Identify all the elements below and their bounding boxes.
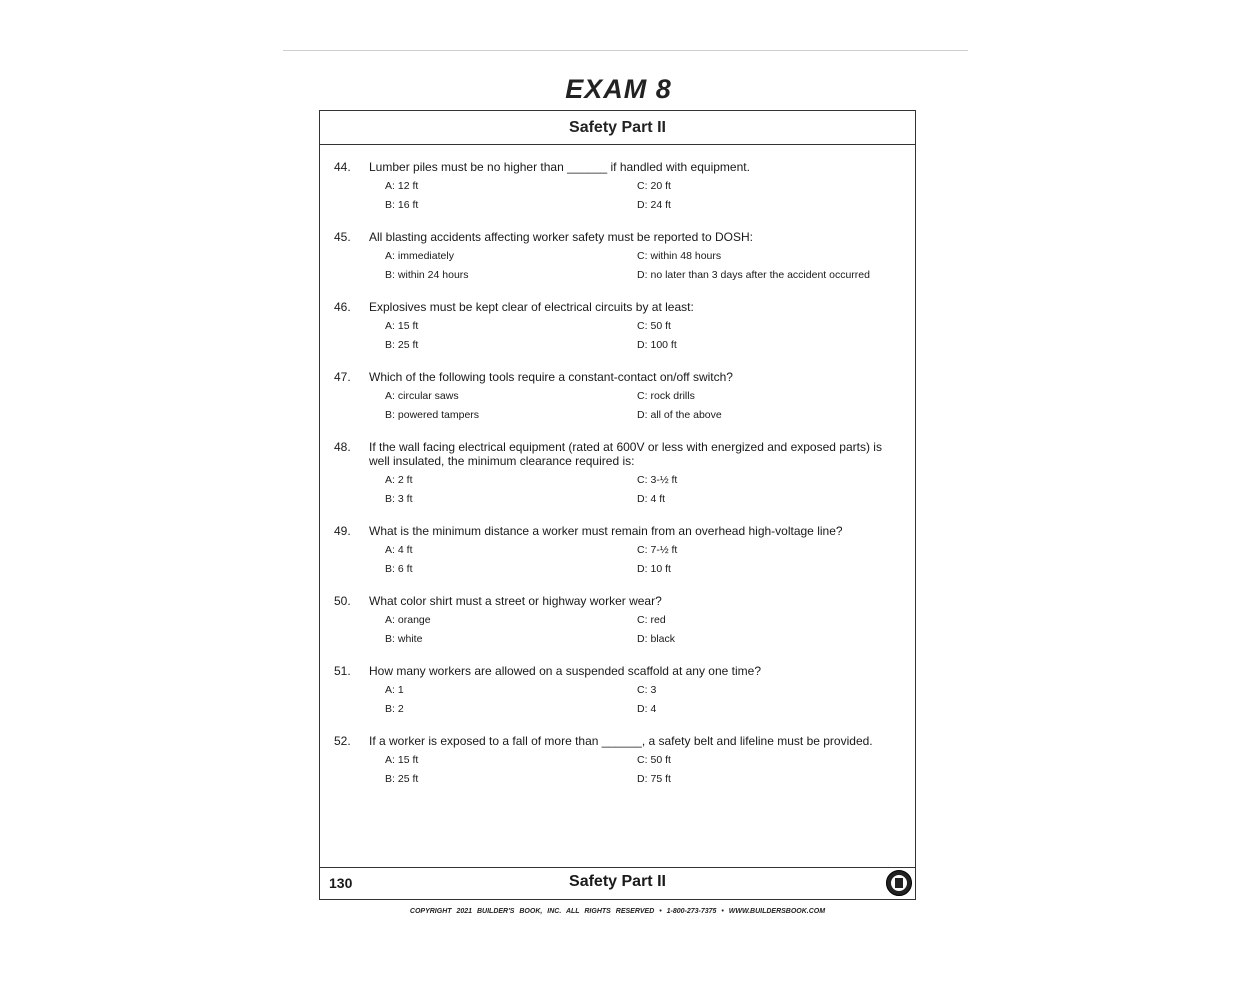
answer-option-a	[385, 389, 637, 403]
option-letter: C:	[637, 544, 648, 556]
option-text: 15 ft	[397, 754, 419, 766]
option-text: 25 ft	[397, 339, 419, 351]
answer-option-a	[385, 613, 637, 627]
option-text: 6 ft	[397, 563, 413, 575]
answer-option-b	[385, 492, 637, 506]
option-text: 75 ft	[650, 773, 671, 785]
answer-option-a	[385, 473, 637, 487]
question-text: Which of the following tools require a constant-contact on/off switch?	[369, 370, 733, 384]
option-text: 12 ft	[397, 180, 419, 192]
answer-options	[385, 753, 904, 786]
option-text: red	[650, 614, 666, 626]
option-text: black	[650, 633, 676, 645]
option-letter: B:	[385, 199, 395, 211]
answer-option-c	[637, 179, 887, 193]
option-text: 7-½ ft	[650, 544, 678, 556]
option-letter: B:	[385, 493, 395, 505]
option-text: 25 ft	[397, 773, 419, 785]
answer-option-b	[385, 268, 637, 282]
option-text: all of the above	[650, 409, 722, 421]
option-letter: D:	[637, 703, 648, 715]
option-letter: D:	[637, 493, 648, 505]
option-letter: A:	[385, 544, 395, 556]
option-letter: C:	[637, 754, 648, 766]
option-letter: C:	[637, 684, 648, 696]
answer-option-c	[637, 249, 887, 263]
answer-options	[385, 389, 904, 422]
answer-option-b	[385, 702, 637, 716]
option-text: 4 ft	[650, 493, 666, 505]
question-text: Explosives must be kept clear of electrical circuits by at least:	[369, 300, 694, 314]
footer-title: Safety Part II	[569, 873, 666, 890]
builders-book-seal-icon	[886, 870, 912, 896]
option-text: 2	[397, 703, 404, 715]
option-letter: A:	[385, 754, 395, 766]
question-stem	[334, 734, 904, 748]
question-stem	[334, 300, 904, 314]
page-footer	[320, 867, 915, 899]
answer-option-b	[385, 408, 637, 422]
option-letter: B:	[385, 703, 395, 715]
option-letter: A:	[385, 180, 395, 192]
answer-options	[385, 319, 904, 352]
answer-option-c	[637, 543, 887, 557]
section-title: Safety Part II	[569, 118, 666, 136]
option-text: white	[397, 633, 423, 645]
option-text: 10 ft	[650, 563, 671, 575]
answer-option-d	[637, 408, 887, 422]
option-text: powered tampers	[397, 409, 480, 421]
question-number: 45.	[334, 230, 351, 244]
question-text: All blasting accidents affecting worker safety must be reported to DOSH:	[369, 230, 753, 244]
answer-option-c	[637, 389, 887, 403]
answer-option-c	[637, 613, 887, 627]
option-text: 20 ft	[650, 180, 671, 192]
option-letter: C:	[637, 250, 648, 262]
option-text: no later than 3 days after the accident occurred	[650, 269, 870, 281]
question-item	[334, 524, 904, 576]
question-list	[334, 160, 904, 804]
answer-option-d	[637, 562, 887, 576]
answer-option-a	[385, 319, 637, 333]
question-stem	[334, 524, 904, 538]
question-number: 52.	[334, 734, 351, 748]
option-letter: D:	[637, 339, 648, 351]
option-letter: A:	[385, 250, 395, 262]
answer-option-c	[637, 473, 887, 487]
option-letter: D:	[637, 633, 648, 645]
question-text: If a worker is exposed to a fall of more than ______, a safety belt and lifeline must be provided.	[369, 734, 873, 748]
option-text: immediately	[397, 250, 454, 262]
option-text: 3	[650, 684, 657, 696]
question-number: 44.	[334, 160, 351, 174]
option-letter: D:	[637, 409, 648, 421]
option-text: 50 ft	[650, 320, 671, 332]
question-number: 49.	[334, 524, 351, 538]
option-letter: C:	[637, 180, 648, 192]
question-number: 47.	[334, 370, 351, 384]
option-text: 50 ft	[650, 754, 671, 766]
option-letter: C:	[637, 614, 648, 626]
option-text: circular saws	[397, 390, 459, 402]
option-letter: B:	[385, 773, 395, 785]
option-text: 24 ft	[650, 199, 671, 211]
answer-option-c	[637, 753, 887, 767]
question-stem	[334, 230, 904, 244]
question-stem	[334, 440, 904, 468]
option-letter: C:	[637, 320, 648, 332]
answer-options	[385, 613, 904, 646]
option-letter: A:	[385, 614, 395, 626]
option-letter: A:	[385, 320, 395, 332]
option-letter: B:	[385, 633, 395, 645]
page-number: 130	[329, 875, 353, 891]
option-letter: C:	[637, 390, 648, 402]
answer-options	[385, 683, 904, 716]
option-letter: B:	[385, 563, 395, 575]
answer-option-b	[385, 338, 637, 352]
answer-option-d	[637, 702, 887, 716]
option-text: 4 ft	[397, 544, 413, 556]
answer-option-c	[637, 319, 887, 333]
question-stem	[334, 160, 904, 174]
option-letter: B:	[385, 339, 395, 351]
copyright-notice: COPYRIGHT 2021 BUILDER'S BOOK, INC. ALL RIGHTS RESERVED • 1-800-273-7375 • WWW.BUILDERSBOOK.COM	[409, 908, 826, 915]
question-number: 50.	[334, 594, 351, 608]
option-text: rock drills	[650, 390, 695, 402]
option-text: within 48 hours	[650, 250, 722, 262]
option-letter: D:	[637, 563, 648, 575]
option-text: 4	[650, 703, 657, 715]
option-text: 1	[397, 684, 404, 696]
answer-option-a	[385, 249, 637, 263]
question-number: 48.	[334, 440, 351, 454]
question-text: How many workers are allowed on a suspended scaffold at any one time?	[369, 664, 761, 678]
question-item	[334, 664, 904, 716]
option-text: 16 ft	[397, 199, 419, 211]
answer-option-a	[385, 543, 637, 557]
option-letter: A:	[385, 684, 395, 696]
answer-option-b	[385, 198, 637, 212]
answer-options	[385, 543, 904, 576]
option-letter: A:	[385, 474, 395, 486]
question-item	[334, 160, 904, 212]
option-text: 100 ft	[650, 339, 677, 351]
page-frame	[319, 110, 916, 900]
answer-option-d	[637, 492, 887, 506]
question-text: What color shirt must a street or highway worker wear?	[369, 594, 662, 608]
option-text: within 24 hours	[397, 269, 469, 281]
answer-option-d	[637, 268, 887, 282]
question-number: 51.	[334, 664, 351, 678]
answer-options	[385, 473, 904, 506]
answer-option-b	[385, 632, 637, 646]
answer-options	[385, 179, 904, 212]
option-letter: D:	[637, 199, 648, 211]
exam-title: EXAM 8	[565, 74, 672, 104]
option-text: 3 ft	[397, 493, 413, 505]
answer-option-d	[637, 198, 887, 212]
option-text: 3-½ ft	[650, 474, 678, 486]
question-stem	[334, 594, 904, 608]
option-letter: D:	[637, 269, 648, 281]
question-text: If the wall facing electrical equipment (rated at 600V or less with energized and exposed parts) is well insulated, the minimum clearance required is:	[369, 440, 882, 468]
answer-option-b	[385, 562, 637, 576]
option-letter: B:	[385, 269, 395, 281]
question-item	[334, 300, 904, 352]
answer-option-d	[637, 772, 887, 786]
answer-option-b	[385, 772, 637, 786]
question-item	[334, 440, 904, 506]
question-text: Lumber piles must be no higher than ______ if handled with equipment.	[369, 160, 750, 174]
answer-option-a	[385, 753, 637, 767]
option-letter: D:	[637, 773, 648, 785]
option-text: 2 ft	[397, 474, 413, 486]
answer-option-a	[385, 683, 637, 697]
question-item	[334, 230, 904, 282]
option-letter: C:	[637, 474, 648, 486]
option-text: orange	[397, 614, 431, 626]
question-item	[334, 734, 904, 786]
option-text: 15 ft	[397, 320, 419, 332]
question-text: What is the minimum distance a worker must remain from an overhead high-voltage line?	[369, 524, 843, 538]
question-stem	[334, 370, 904, 384]
option-letter: A:	[385, 390, 395, 402]
top-divider	[283, 50, 968, 51]
question-stem	[334, 664, 904, 678]
answer-options	[385, 249, 904, 282]
question-item	[334, 594, 904, 646]
section-header	[320, 111, 915, 145]
option-letter: B:	[385, 409, 395, 421]
question-item	[334, 370, 904, 422]
answer-option-d	[637, 632, 887, 646]
answer-option-d	[637, 338, 887, 352]
question-number: 46.	[334, 300, 351, 314]
answer-option-a	[385, 179, 637, 193]
answer-option-c	[637, 683, 887, 697]
